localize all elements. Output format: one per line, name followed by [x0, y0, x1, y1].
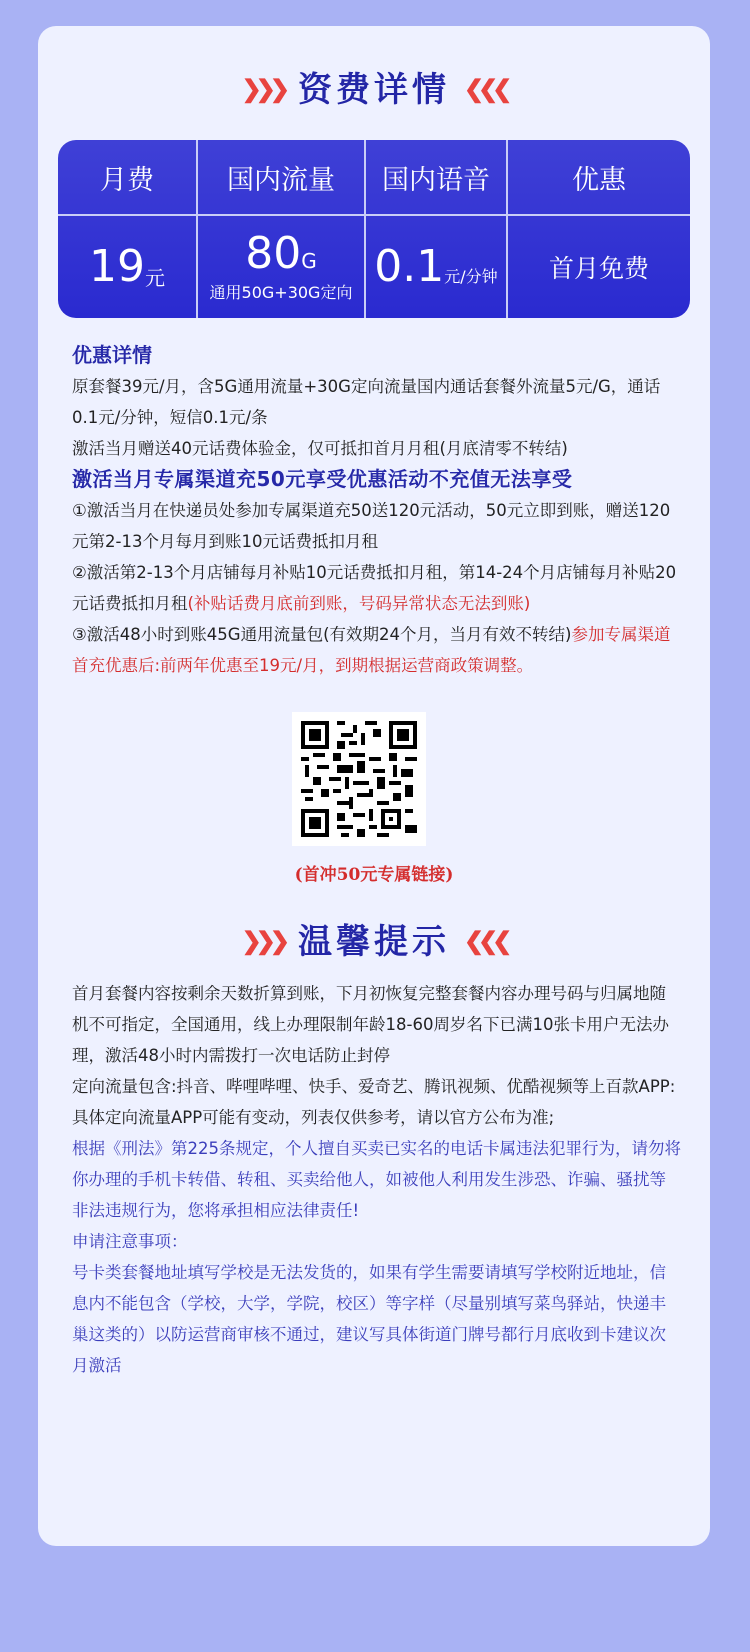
qr-code[interactable]	[292, 712, 426, 846]
section-title-tips: ❯❯❯ 温馨提示 ❮❮❮	[241, 922, 507, 962]
details-item: ②激活第2-13个月店铺每月补贴10元话费抵扣月租，第14-24个月店铺每月补贴20元话费抵扣月租(补贴话费月底前到账，号码异常状态无法到账)	[72, 563, 677, 613]
double-chevron-left-icon: ❮❮❮	[464, 926, 507, 955]
tips-legal-warning: 根据《刑法》第225条规定，个人擅自买卖已实名的电话卡属违法犯罪行为，请勿将你办理的手机卡转借、转租、买卖给他人，如被他人利用发生涉恐、诈骗、骚扰等非法违规行为，您将承担相应法律责任!	[72, 1139, 681, 1220]
tips-notice: 号卡类套餐地址填写学校是无法发货的，如果有学生需要请填写学校附近地址，信息内不能包含（学校，大学，学院，校区）等字样（尽量别填写菜鸟驿站，快递丰巢这类的）以防运营商审核不通过，建议写具体街道门牌号都行月底收到卡建议次月激活	[72, 1263, 666, 1375]
double-chevron-left-icon: ❮❮❮	[464, 74, 507, 103]
tips-notice-heading: 申请注意事项：	[72, 1232, 188, 1251]
details-item: ③激活48小时到账45G通用流量包(有效期24个月，当月有效不转结)参加专属渠道首充优惠后:前两年优惠至19元/月，到期根据运营商政策调整。	[72, 625, 671, 675]
section-title-fees: ❯❯❯ 资费详情 ❮❮❮	[241, 70, 507, 110]
tips-paragraph: 定向流量包含:抖音、哔哩哔哩、快手、爱奇艺、腾讯视频、优酷视频等上百款APP:具体定向流量APP可能有变动，列表仅供参考，请以官方公布为准;	[72, 1077, 676, 1127]
header-domestic-voice: 国内语音	[366, 140, 508, 214]
header-monthly-fee: 月费	[58, 140, 198, 214]
qr-caption[interactable]: (首冲50元专属链接)	[294, 865, 454, 885]
plan-table	[58, 140, 690, 318]
details-highlight: 激活当月专属渠道充50元享受优惠活动不充值无法享受	[72, 467, 573, 491]
data-value: 80G 通用50G+30G定向	[198, 216, 366, 318]
header-domestic-data: 国内流量	[198, 140, 366, 214]
details-line: 激活当月赠送40元话费体验金，仅可抵扣首月月租(月底清零不转结)	[72, 439, 568, 458]
discount-details	[72, 340, 682, 681]
promo-value: 首月免费	[548, 254, 649, 283]
details-line: 原套餐39元/月，含5G通用流量+30G定向流量国内通话套餐外流量5元/G，通话0.1元/分钟，短信0.1元/条	[72, 377, 661, 427]
discount-details-heading: 优惠详情	[72, 343, 152, 367]
header-discount: 优惠	[572, 164, 626, 196]
qr-code-image	[301, 721, 417, 837]
plan-table-values	[58, 216, 690, 318]
double-chevron-right-icon: ❯❯❯	[241, 926, 284, 955]
tips	[72, 978, 682, 1381]
main-card	[38, 26, 710, 1546]
voice-value: 0.1 元/分钟	[366, 216, 508, 318]
plan-table-header	[58, 140, 690, 216]
details-item: ①激活当月在快递员处参加专属渠道充50送120元活动，50元立即到账，赠送120元第2-13个月每月到账10元话费抵扣月租	[72, 501, 671, 551]
tips-paragraph: 首月套餐内容按剩余天数折算到账，下月初恢复完整套餐内容办理号码与归属地随机不可指定，全国通用，线上办理限制年龄18-60周岁名下已满10张卡用户无法办理，激活48小时内需拨打一次电话防止封停	[72, 984, 669, 1065]
monthly-fee-value: 19 元	[58, 216, 198, 318]
double-chevron-right-icon: ❯❯❯	[241, 74, 284, 103]
